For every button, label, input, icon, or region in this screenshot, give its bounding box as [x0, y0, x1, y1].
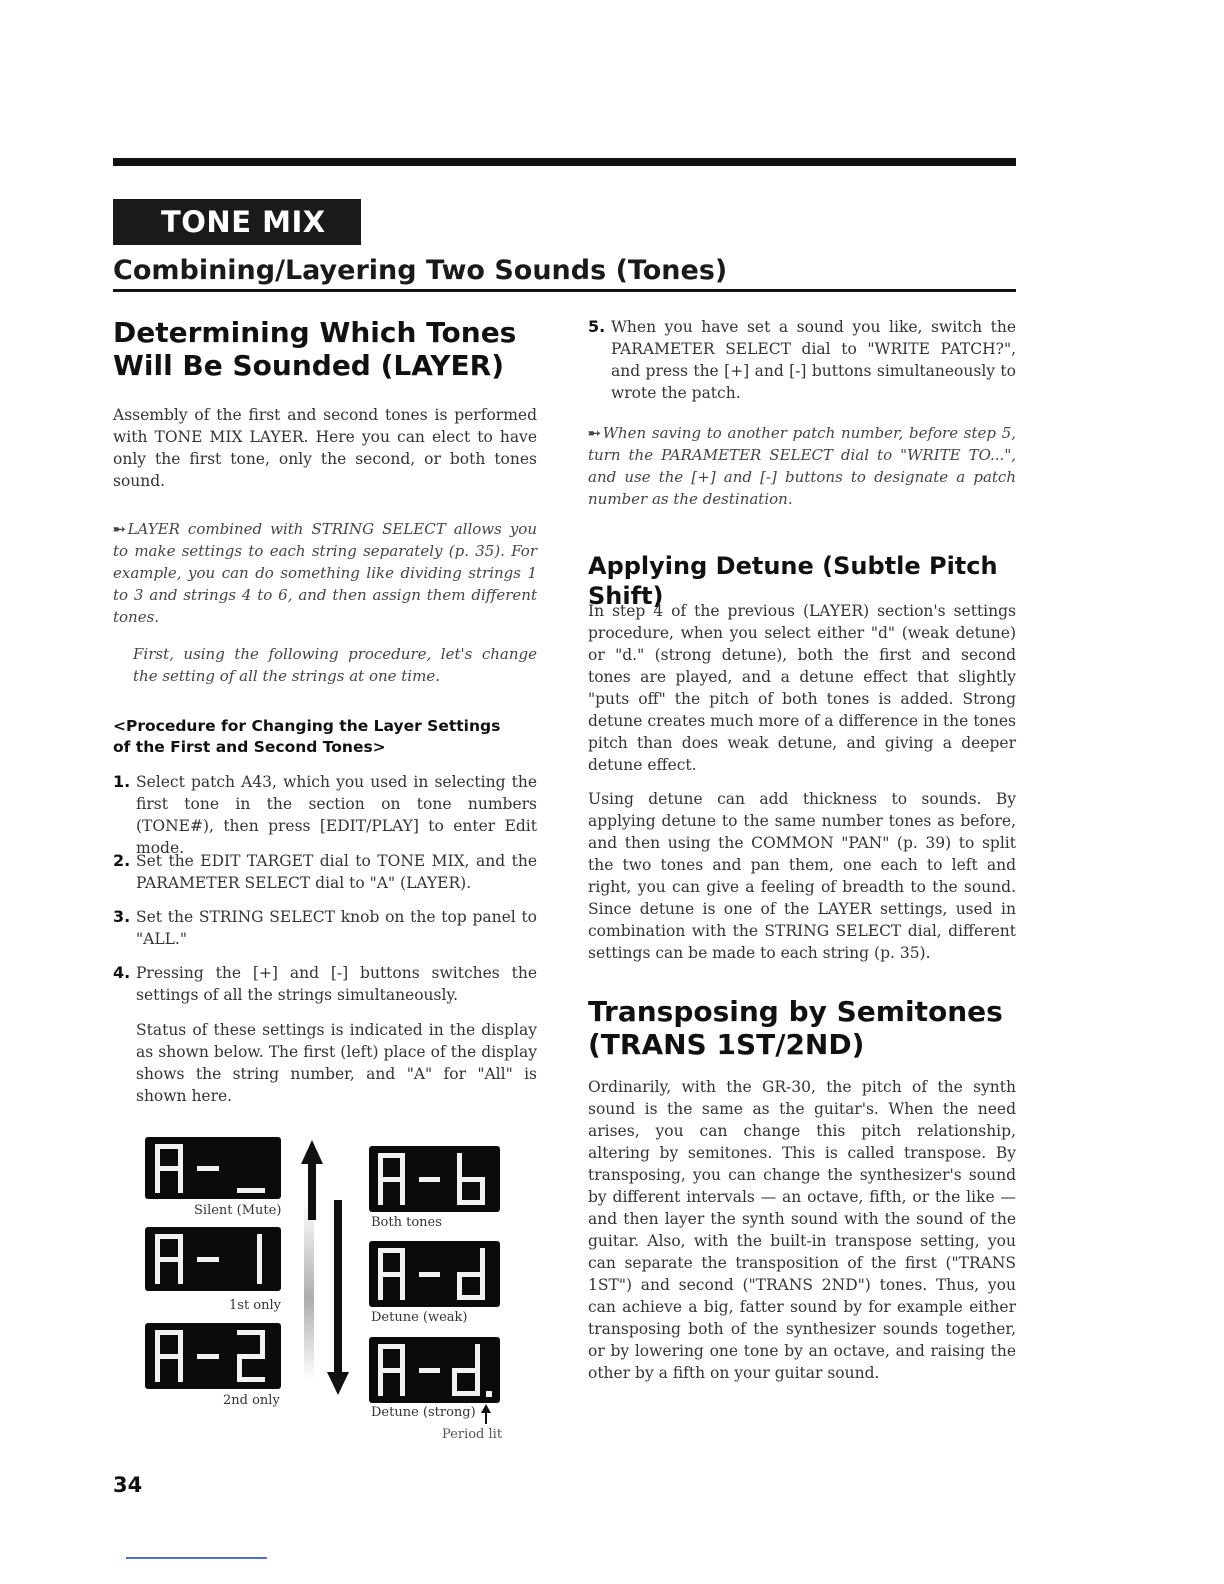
layer-note	[113, 518, 537, 628]
step-number: 4.	[113, 963, 131, 982]
step-number: 3.	[113, 907, 131, 926]
layer-heading-line2: Will Be Sounded (LAYER)	[113, 349, 504, 382]
section-title: Combining/Layering Two Sounds (Tones)	[113, 253, 1016, 292]
detune-heading: Applying Detune (Subtle Pitch Shift)	[588, 552, 998, 610]
procedure-heading	[113, 716, 537, 758]
step-text: Set the STRING SELECT knob on the top panel to "ALL."	[136, 908, 537, 948]
step-number: 1.	[113, 772, 131, 791]
step-text: Select patch A43, which you used in selecting the first tone in the section on tone numbers (TONE#), then press [EDIT/PLAY] to enter Edit mode.	[136, 773, 537, 857]
step-number: 5.	[588, 317, 606, 336]
note-arrow-icon: ➸	[113, 520, 126, 538]
step-4	[113, 962, 537, 1006]
footer-rule	[126, 1557, 267, 1559]
detune-paragraph-1: In step 4 of the previous (LAYER) section's settings procedure, when you select either "d" (weak detune) or "d." (strong detune), both the first and second tones are played, and a detune effect that slightly "puts off" the pitch of both tones is added. Strong detune creates much more of a difference in the tones pitch than does weak detune, and giving a deeper detune effect.	[588, 602, 1016, 774]
layer-heading	[113, 316, 537, 382]
procedure-heading-line1: <Procedure for Changing the Layer Settings	[113, 717, 501, 735]
page-number: 34	[113, 1473, 143, 1497]
transpose-heading-line1: Transposing by Semitones	[588, 995, 1003, 1028]
step-3	[113, 906, 537, 950]
layer-heading-line1: Determining Which Tones	[113, 316, 517, 349]
caption-silent: Silent (Mute)	[194, 1203, 282, 1218]
step-number: 2.	[113, 851, 131, 870]
lcd-detune-strong	[369, 1337, 500, 1403]
section-tab: TONE MIX	[113, 199, 361, 245]
detune-paragraph-2: Using detune can add thickness to sounds. By applying detune to the same number tones as before, and then using the COMMON "PAN" (p. 39) to split the two tones and pan them, one each to left and right, you can give a feeling of breadth to the sound. Since detune is one of the LAYER settings, used in combination with the STRING SELECT dial, different settings can be made to each string (p. 35).	[588, 790, 1016, 962]
note-arrow-icon: ➸	[588, 424, 601, 442]
lcd-both	[369, 1146, 500, 1212]
write-note-text: When saving to another patch number, before step 5, turn the PARAMETER SELECT dial to "WRITE TO...", and use the [+] and [-] buttons to designate a patch number as the destination.	[588, 424, 1016, 508]
lcd-first-only	[145, 1227, 281, 1291]
caption-both: Both tones	[371, 1215, 442, 1230]
status-text: Status of these settings is indicated in the display as shown below. The first (left) place of the display shows the string number, and "A" for "All" is shown here.	[136, 1021, 537, 1105]
transpose-heading	[588, 995, 1016, 1061]
step-5	[588, 316, 1016, 404]
lcd-detune-weak	[369, 1241, 500, 1307]
caption-detune-strong: Detune (strong)	[371, 1405, 476, 1420]
period-pointer-icon	[479, 1404, 493, 1424]
caption-second-only: 2nd only	[223, 1393, 280, 1408]
header-rule	[113, 158, 1016, 166]
layer-intro: Assembly of the first and second tones is performed with TONE MIX LAYER. Here you can elect to have only the first tone, only the second, or both tones sound.	[113, 406, 537, 490]
transpose-paragraph: Ordinarily, with the GR-30, the pitch of the synth sound is the same as the guitar's. When the need arises, you can change this pitch relationship, altering by semitones. This is called transpose. By transposing, you can change the synthesizer's sound by different intervals — an octave, fifth, or the like — and then layer the synth sound with the sound of the guitar. Also, with the built-in transpose setting, you can separate the transposition of the first ("TRANS 1ST") and second ("TRANS 2ND") tones. Thus, you can achieve a big, fatter sound by for example either transposing both of the synthesizer sounds together, or by lowering one tone by an octave, and raising the other by a fifth on your guitar sound.	[588, 1078, 1016, 1382]
caption-period-lit: Period lit	[442, 1427, 503, 1442]
lcd-second-only	[145, 1323, 281, 1389]
write-note	[588, 422, 1016, 510]
step-2	[113, 850, 537, 894]
caption-first-only: 1st only	[229, 1298, 281, 1313]
step-1	[113, 771, 537, 857]
step-text: Pressing the [+] and [-] buttons switches the settings of all the strings simultaneously.	[136, 964, 537, 1004]
lcd-silent	[145, 1137, 281, 1199]
caption-detune-weak: Detune (weak)	[371, 1310, 468, 1325]
layer-note-text: LAYER combined with STRING SELECT allows you to make settings to each string separately (p. 35). For example, you can do something like dividing strings 1 to 3 and strings 4 to 6, and then assign them different tones.	[113, 520, 537, 626]
step-text: Set the EDIT TARGET dial to TONE MIX, and the PARAMETER SELECT dial to "A" (LAYER).	[136, 852, 537, 892]
selection-arrow-icon	[296, 1140, 356, 1395]
layer-note-2: First, using the following procedure, let's change the setting of all the strings at one time.	[133, 645, 537, 685]
transpose-heading-line2: (TRANS 1ST/2ND)	[588, 1028, 865, 1061]
procedure-heading-line2: of the First and Second Tones>	[113, 738, 386, 756]
step-text: When you have set a sound you like, switch the PARAMETER SELECT dial to "WRITE PATCH?", and press the [+] and [-] buttons simultaneously to wrote the patch.	[611, 318, 1016, 402]
